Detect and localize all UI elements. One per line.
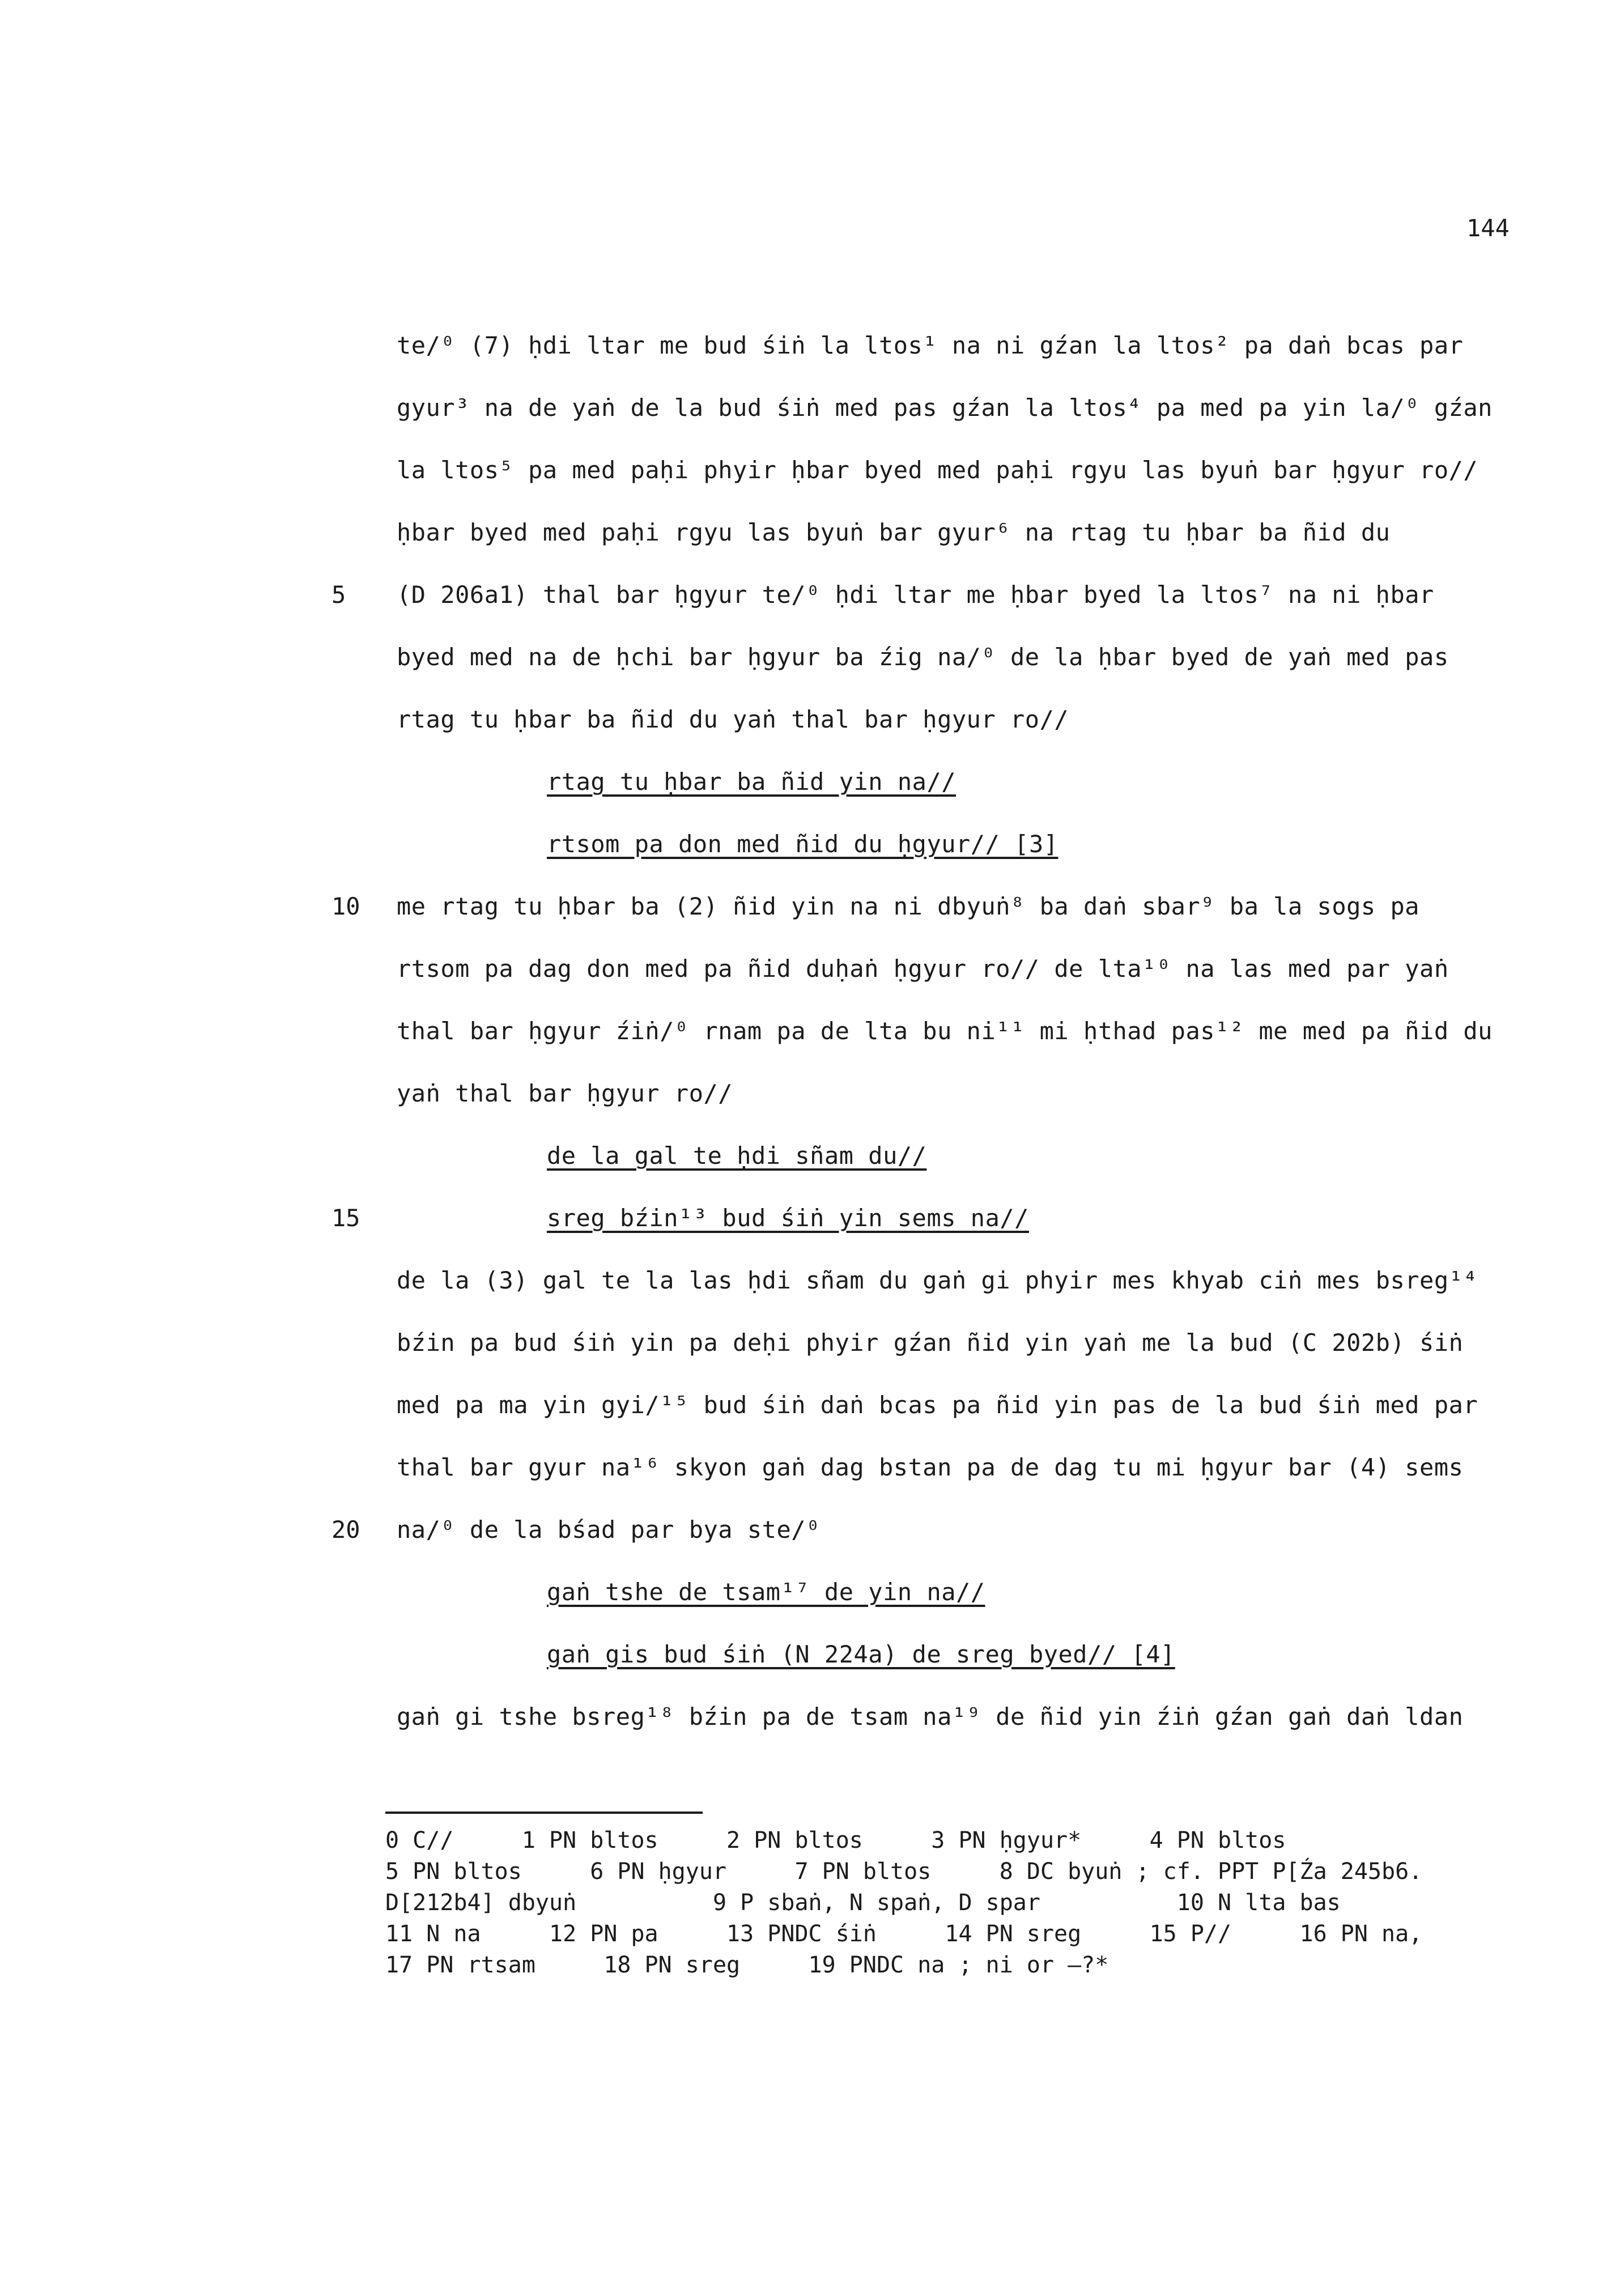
verse-line: rtsom pa don med ñid du ḥgyur// [3] (547, 830, 1058, 858)
verse-line: de la gal te ḥdi sñam du// (547, 1142, 927, 1170)
text-line: gaṅ gi tshe bsreg¹⁸ bźin pa de tsam na¹⁹ de ñid yin źiṅ gźan gaṅ daṅ ldan (397, 1703, 1464, 1730)
page-number: 144 (1466, 214, 1510, 242)
verse-line: gaṅ tshe de tsam¹⁷ de yin na// (547, 1578, 985, 1606)
text-line: bźin pa bud śiṅ yin pa deḥi phyir gźan ñid yin yaṅ me la bud (C 202b) śiṅ (397, 1329, 1464, 1357)
text-line: la ltos⁵ pa med paḥi phyir ḥbar byed med paḥi rgyu las byuṅ bar ḥgyur ro// (397, 456, 1478, 484)
text-line: byed med na de ḥchi bar ḥgyur ba źig na/⁰ de la ḥbar byed de yaṅ med pas (397, 643, 1449, 671)
verse-line: rtag tu ḥbar ba ñid yin na// (547, 768, 956, 796)
line-number: 10 (331, 892, 360, 920)
text-line: de la (3) gal te la las ḥdi sñam du gaṅ gi phyir mes khyab ciṅ mes bsreg¹⁴ (397, 1266, 1478, 1294)
footnote-rule (385, 1812, 703, 1814)
text-line: thal bar gyur na¹⁶ skyon gaṅ dag bstan pa de dag tu mi ḥgyur bar (4) sems (397, 1453, 1464, 1481)
text-line: (D 206a1) thal bar ḥgyur te/⁰ ḥdi ltar me ḥbar byed la ltos⁷ na ni ḥbar (397, 581, 1434, 609)
line-number: 5 (331, 581, 346, 609)
text-line: yaṅ thal bar ḥgyur ro// (397, 1079, 733, 1107)
text-line: thal bar ḥgyur źiṅ/⁰ rnam pa de lta bu ni¹¹ mi ḥthad pas¹² me med pa ñid du (397, 1017, 1493, 1045)
verse-line: gaṅ gis bud śiṅ (N 224a) de sreg byed// [4] (547, 1640, 1175, 1668)
text-line: te/⁰ (7) ḥdi ltar me bud śiṅ la ltos¹ na ni gźan la ltos² pa daṅ bcas par (397, 331, 1464, 359)
text-line: ḥbar byed med paḥi rgyu las byuṅ bar gyur⁶ na rtag tu ḥbar ba ñid du (397, 518, 1391, 546)
text-line: med pa ma yin gyi/¹⁵ bud śiṅ daṅ bcas pa ñid yin pas de la bud śiṅ med par (397, 1391, 1478, 1419)
text-line: me rtag tu ḥbar ba (2) ñid yin na ni dbyuṅ⁸ ba daṅ sbar⁹ ba la sogs pa (397, 892, 1420, 920)
footnote-line: 5 PN bltos 6 PN ḥgyur 7 PN bltos 8 DC byuṅ ; cf. PPT P[Źa 245b6. (385, 1859, 1423, 1885)
text-line: gyur³ na de yaṅ de la bud śiṅ med pas gźan la ltos⁴ pa med pa yin la/⁰ gźan (397, 394, 1493, 422)
text-line: rtag tu ḥbar ba ñid du yaṅ thal bar ḥgyur ro// (397, 705, 1069, 733)
footnote-line: 0 C// 1 PN bltos 2 PN bltos 3 PN ḥgyur* 4 PN bltos (385, 1827, 1286, 1853)
footnote-line: 11 N na 12 PN pa 13 PNDC śiṅ 14 PN sreg 15 P// 16 PN na, (385, 1921, 1423, 1947)
footnote-line: D[212b4] dbyuṅ 9 P sbaṅ, N spaṅ, D spar 10 N lta bas (385, 1890, 1341, 1916)
line-number: 15 (331, 1204, 360, 1232)
footnote-line: 17 PN rtsam 18 PN sreg 19 PNDC na ; ni or —?* (385, 1952, 1109, 1978)
text-line: rtsom pa dag don med pa ñid duḥaṅ ḥgyur ro// de lta¹⁰ na las med par yaṅ (397, 955, 1449, 983)
verse-line: sreg bźin¹³ bud śiṅ yin sems na// (547, 1204, 1029, 1232)
text-line: na/⁰ de la bśad par bya ste/⁰ (397, 1516, 820, 1544)
line-number: 20 (331, 1516, 360, 1544)
